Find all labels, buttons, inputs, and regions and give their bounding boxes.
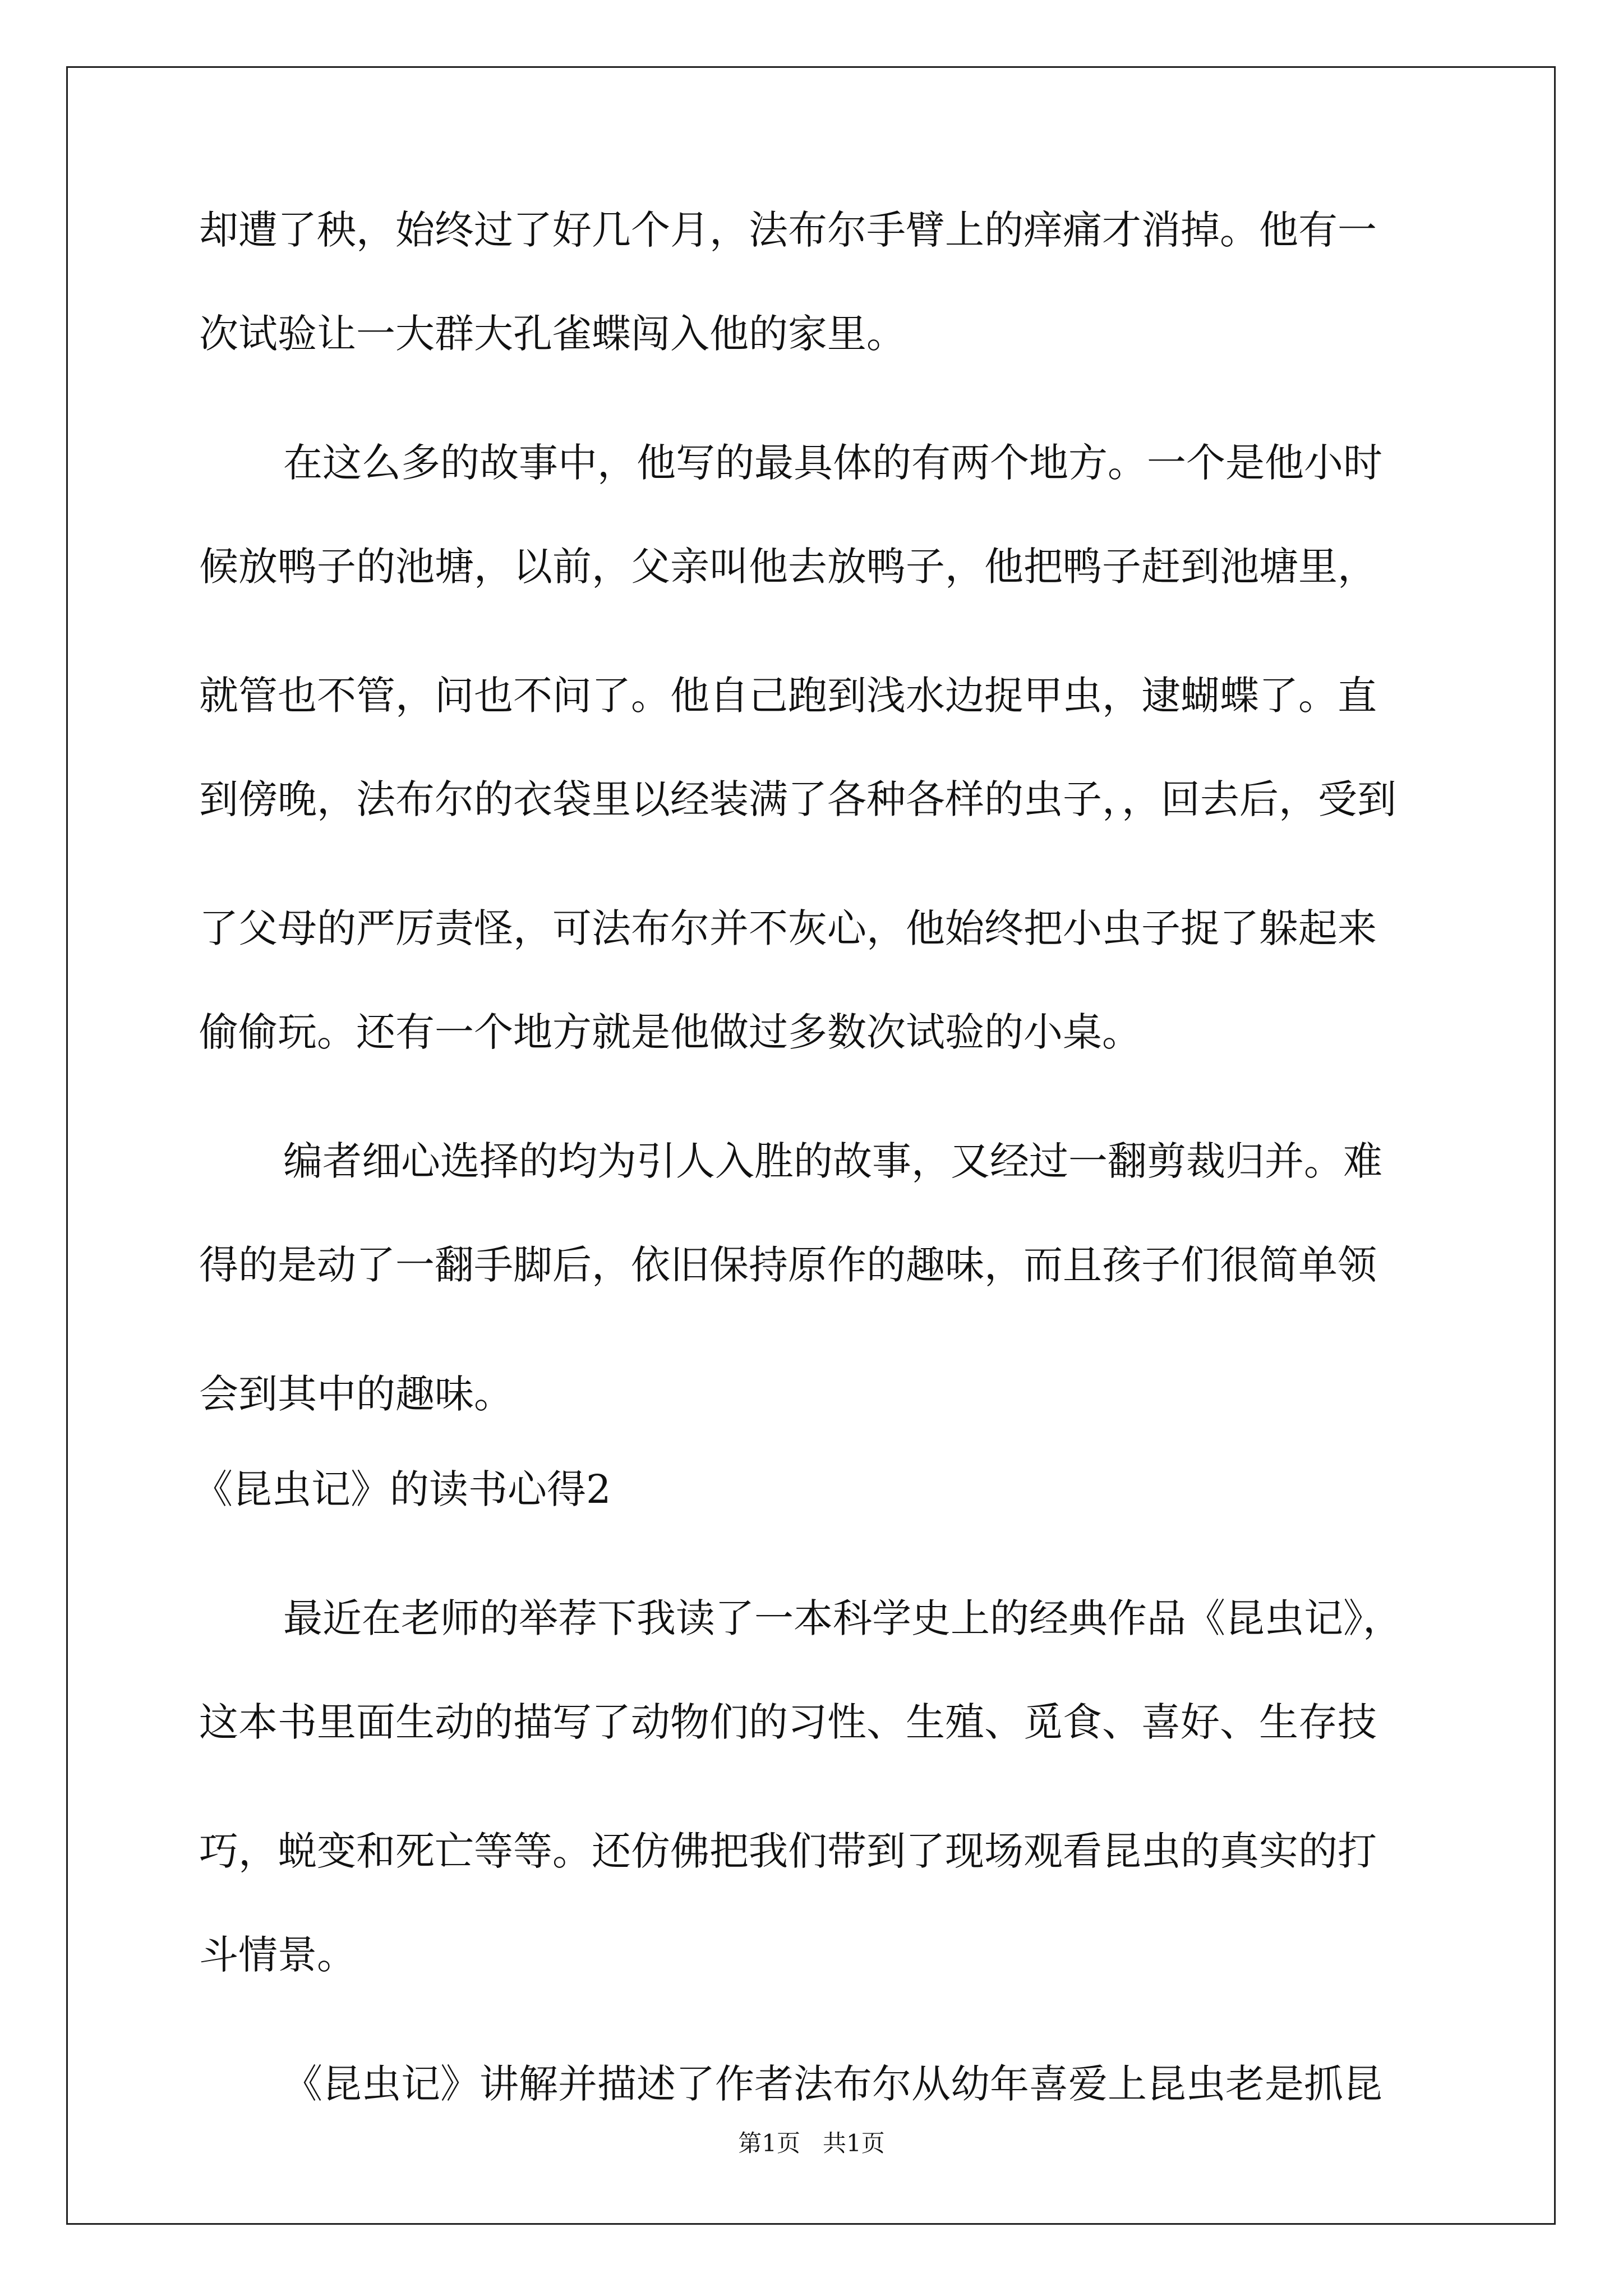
- paragraph-line: 了父母的严厉责怪，可法布尔并不灰心，他始终把小虫子捉了躲起来: [199, 905, 1377, 951]
- paragraph-line: 这本书里面生动的描写了动物们的习性、生殖、觅食、喜好、生存技: [199, 1699, 1377, 1745]
- paragraph-line: 《昆虫记》讲解并描述了作者法布尔从幼年喜爱上昆虫老是抓昆: [283, 2061, 1382, 2107]
- paragraph-line: 会到其中的趣味。: [199, 1371, 513, 1417]
- paragraph-line: 编者细心选择的均为引人入胜的故事，又经过一翻剪裁归并。难: [283, 1138, 1382, 1184]
- paragraph-line: 斗情景。: [199, 1932, 356, 1978]
- paragraph-line: 巧，蜕变和死亡等等。还仿佛把我们带到了现场观看昆虫的真实的打: [199, 1828, 1377, 1874]
- paragraph-line: 到傍晚，法布尔的衣袋里以经装满了各种各样的虫子，，回去后，受到: [199, 776, 1396, 822]
- paragraph-line: 在这么多的故事中，他写的最具体的有两个地方。一个是他小时: [283, 440, 1382, 486]
- paragraph-line: 得的是动了一翻手脚后，依旧保持原作的趣味，而且孩子们很简单领: [199, 1242, 1377, 1288]
- paragraph-line: 就管也不管，问也不问了。他自己跑到浅水边捉甲虫，逮蝴蝶了。直: [199, 673, 1377, 719]
- page-total: 共1页: [823, 2129, 885, 2157]
- page-footer: [0, 2129, 1623, 2157]
- section-title: 《昆虫记》的读书心得2: [193, 1466, 611, 1512]
- paragraph-line: 最近在老师的举荐下我读了一本科学史上的经典作品《昆虫记》，: [283, 1595, 1402, 1641]
- paragraph-line: 次试验让一大群大孔雀蝶闯入他的家里。: [199, 311, 906, 357]
- page-number: 第1页: [738, 2129, 800, 2157]
- paragraph-line: 候放鸭子的池塘，以前，父亲叫他去放鸭子，他把鸭子赶到池塘里，: [199, 544, 1377, 590]
- paragraph-line: 却遭了秧，始终过了好几个月，法布尔手臂上的痒痛才消掉。他有一: [199, 207, 1377, 253]
- paragraph-line: 偷偷玩。还有一个地方就是他做过多数次试验的小桌。: [199, 1009, 1141, 1055]
